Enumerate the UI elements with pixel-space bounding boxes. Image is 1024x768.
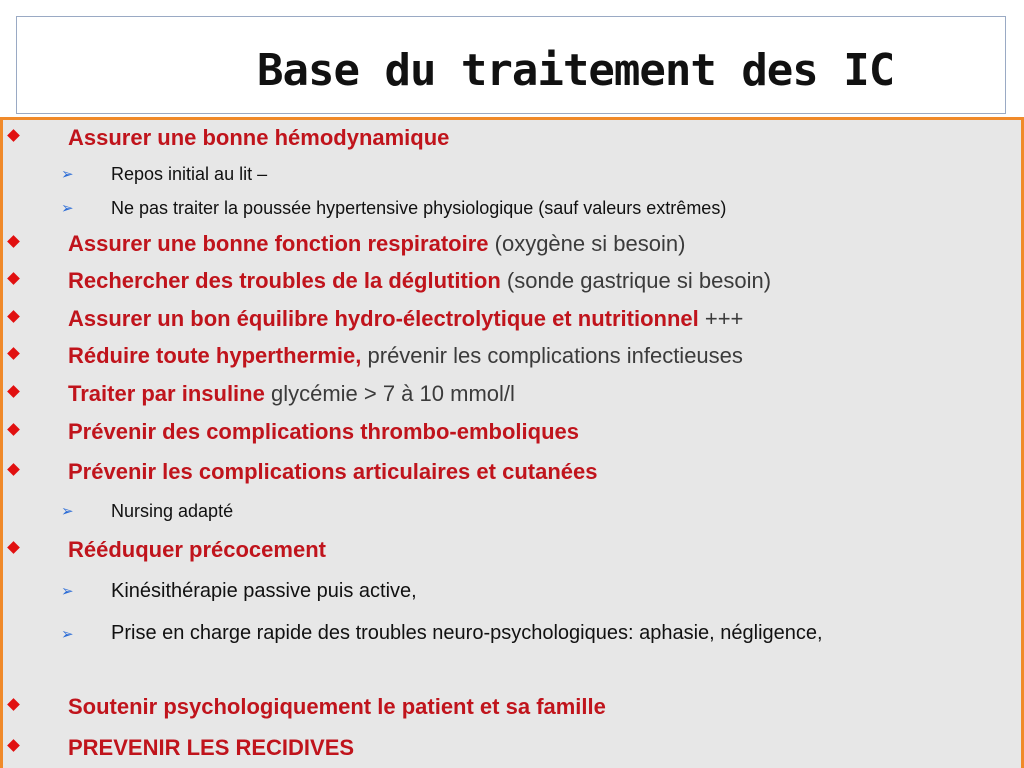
arrow-bullet-icon: ➢	[61, 625, 74, 643]
diamond-bullet-icon	[9, 237, 20, 248]
slide-title: Base du traitement des IC	[257, 45, 895, 96]
diamond-bullet-icon	[9, 465, 20, 476]
diamond-bullet-icon	[9, 741, 20, 752]
diamond-bullet-icon	[9, 274, 20, 285]
diamond-bullet-icon	[9, 425, 20, 436]
diamond-bullet-icon	[9, 349, 20, 360]
arrow-bullet-icon: ➢	[61, 199, 74, 217]
diamond-bullet-icon	[9, 312, 20, 323]
diamond-bullet-icon	[9, 131, 20, 142]
diamond-bullet-icon	[9, 543, 20, 554]
arrow-bullet-icon: ➢	[61, 582, 74, 600]
arrow-bullet-icon: ➢	[61, 502, 74, 520]
title-box	[16, 16, 1006, 114]
arrow-bullet-icon: ➢	[61, 165, 74, 183]
diamond-bullet-icon	[9, 700, 20, 711]
diamond-bullet-icon	[9, 387, 20, 398]
